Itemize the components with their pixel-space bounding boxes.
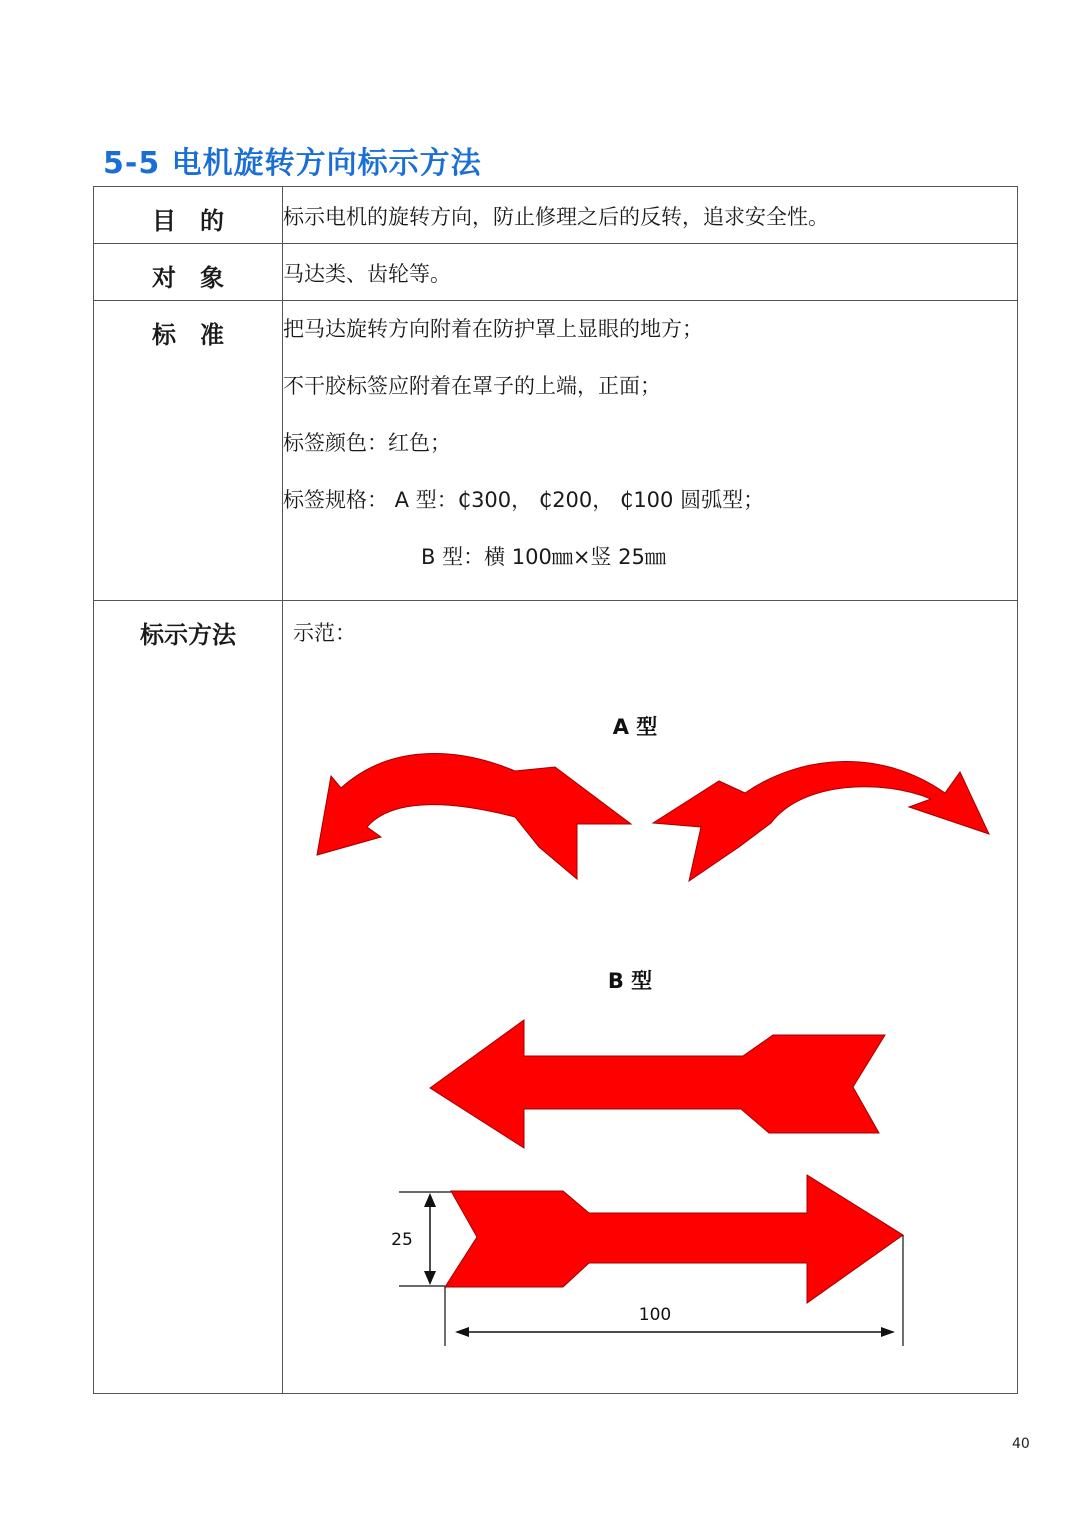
table-row-object — [94, 244, 1018, 301]
dimension-width-label: 100 — [638, 1305, 672, 1325]
method-content — [283, 601, 1018, 1394]
method-label: 标示方法 — [94, 601, 283, 1394]
straight-arrow-right — [445, 1175, 903, 1303]
table-row-standard — [94, 301, 1018, 601]
purpose-text: 标示电机的旋转方向，防止修理之后的反转，追求安全性。 — [283, 187, 1018, 244]
table-row-purpose — [94, 187, 1018, 244]
standard-label: 标 准 — [94, 301, 283, 601]
curved-arrow-left — [317, 754, 631, 879]
page-title: 5-5 电机旋转方向标示方法 — [103, 146, 482, 181]
arrow-figures — [283, 601, 1017, 1393]
type-a-label: A 型 — [612, 715, 658, 739]
type-b-label: B 型 — [607, 969, 653, 993]
object-text: 马达类、齿轮等。 — [283, 244, 1018, 301]
page-number: 40 — [1012, 1436, 1030, 1452]
dimension-height-label: 25 — [391, 1230, 413, 1250]
standard-line: 标签规格： A 型：₵300， ₵200， ₵100 圆弧型； — [283, 488, 765, 512]
dimension-arrowhead — [424, 1271, 436, 1285]
standard-line: 标签颜色：红色； — [283, 431, 451, 455]
dimension-arrowhead — [881, 1327, 895, 1337]
curved-arrow-right — [653, 761, 989, 881]
standard-line: 把马达旋转方向附着在防护罩上显眼的地方； — [283, 317, 703, 341]
standard-line: 不干胶标签应附着在罩子的上端，正面； — [283, 374, 661, 398]
standard-text — [283, 301, 1018, 601]
straight-arrow-left — [430, 1020, 885, 1148]
object-label: 对 象 — [94, 244, 283, 301]
table-row-method — [94, 601, 1018, 1394]
standard-line: B 型：横 100㎜×竖 25㎜ — [421, 545, 666, 569]
demo-label: 示范： — [293, 621, 356, 645]
dimension-arrowhead — [424, 1193, 436, 1207]
purpose-label: 目 的 — [94, 187, 283, 244]
standard-table — [93, 186, 1018, 1394]
dimension-arrowhead — [455, 1327, 469, 1337]
